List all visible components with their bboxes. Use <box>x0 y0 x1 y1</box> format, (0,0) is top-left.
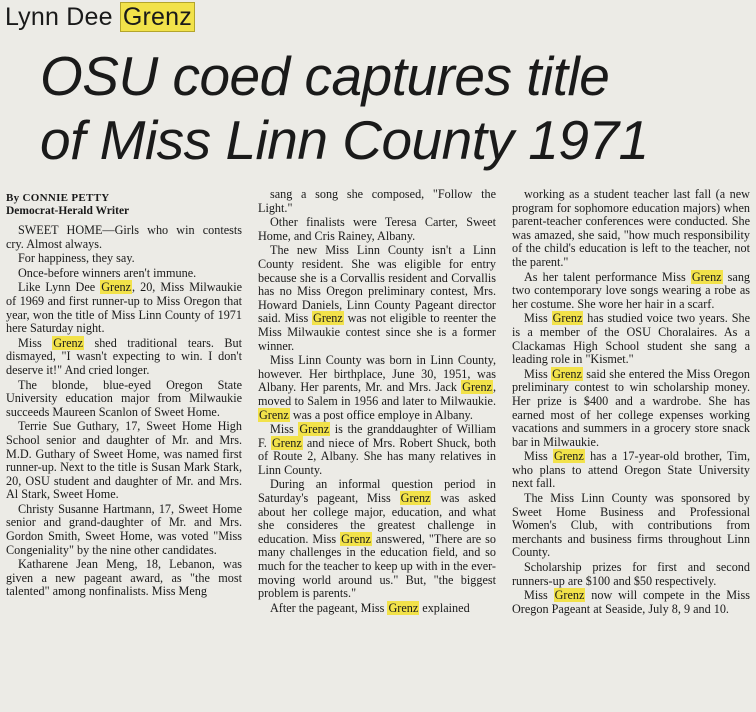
article-paragraph: Miss Grenz has a 17-year-old brother, Tim, who plans to attend Oregon State University next fall. <box>512 449 750 491</box>
headline <box>40 44 750 172</box>
headline-line-2: of Miss Linn County 1971 <box>40 109 649 171</box>
article-paragraph: After the pageant, Miss Grenz explained <box>270 600 470 615</box>
column-1-paragraphs <box>6 224 242 599</box>
article-paragraph: Miss Grenz has studied voice two years. She is a member of the OSU Choralaires. As a Clackamas High School student she sang a leading role in "Kismet." <box>512 311 750 367</box>
article-paragraph: Christy Susanne Hartmann, 17, Sweet Home senior and grand-daughter of Mr. and Mrs. Gordon Smith, Sweet Home, was voted "Miss Congeniality" by the nine other candidates. <box>6 501 242 557</box>
kicker-text: Lynn Dee <box>5 3 113 31</box>
article-paragraph: The Miss Linn County was sponsored by Sweet Home Business and Professional Women's Club, with contributions from merchants and business firms throughout Linn County. <box>512 491 750 560</box>
article-column-3 <box>512 188 750 708</box>
article-paragraph: Like Lynn Dee Grenz, 20, Miss Milwaukie of 1969 and first runner-up to Miss Oregon that year, won the title of Miss Linn County of 1971 here Saturday night. <box>6 280 242 336</box>
highlighted-name: Grenz <box>552 311 583 326</box>
highlighted-name: Grenz <box>341 531 371 546</box>
article-paragraph: The new Miss Linn County isn't a Linn County resident. She was eligible for entry because she is a Corvallis resident and Corvallis has no Miss Oregon preliminary contest, Mrs. Howard Daniels, Linn County Pageant director said. Miss Grenz was not eligible to reenter the Miss Milwaukie contest since she is a former winner. <box>258 243 496 353</box>
article-paragraph: Terrie Sue Guthary, 17, Sweet Home High School senior and daughter of Mr. and Mrs. M.D. Guthary of Sweet Home, was named first runner-up. Next to the title is Susan Mark Stark, 20, OSU student and daughter of Mr. and Mrs. Al Stark, Sweet Home. <box>6 419 242 502</box>
highlighted-name: Grenz <box>554 588 585 603</box>
article-paragraph: sang a song she composed, "Follow the Light." <box>258 188 496 215</box>
highlighted-name: Grenz <box>691 269 722 284</box>
article-paragraph: Scholarship prizes for first and second runners-up are $100 and $50 respectively. <box>512 560 750 588</box>
byline-desk: Democrat-Herald Writer <box>6 205 130 217</box>
highlighted-name: Grenz <box>299 422 330 437</box>
article-paragraph: Miss Grenz now will compete in the Miss Oregon Pageant at Seaside, July 8, 9 and 10. <box>512 588 750 616</box>
article-column-2 <box>258 188 496 708</box>
article-paragraph: Miss Grenz said she entered the Miss Oregon preliminary contest to win scholarship money. Her prize is $400 and a wardrobe. She has earned most of her college expenses working vacations and summers in a grocery store snack bar in Milwaukie. <box>512 366 750 449</box>
kicker-highlight: Grenz <box>120 2 195 32</box>
highlighted-name: Grenz <box>554 449 584 464</box>
byline-author: By CONNIE PETTY <box>6 192 110 204</box>
highlighted-name: Grenz <box>552 366 582 381</box>
article-paragraph: The blonde, blue-eyed Oregon State University education major from Milwaukie succeeds Maureen Scanlon of Sweet Home. <box>6 377 242 419</box>
highlighted-name: Grenz <box>462 380 492 395</box>
byline <box>6 192 242 218</box>
headline-line-1: OSU coed captures title <box>40 45 610 107</box>
article-paragraph: For happiness, they say. <box>18 251 135 266</box>
column-2-paragraphs <box>258 188 496 615</box>
highlighted-name: Grenz <box>101 280 131 295</box>
article-paragraph: Miss Grenz is the granddaughter of William F. Grenz and niece of Mrs. Robert Shuck, both of Route 2, Albany. She has many relatives in Linn County. <box>258 422 496 477</box>
highlighted-name: Grenz <box>53 335 83 350</box>
article-column-1 <box>6 188 242 708</box>
article-paragraph: During an informal question period in Saturday's pageant, Miss Grenz was asked about her college major, education, and what she consideres the greatest challenge in education. Miss Grenz answered, "There are so many challenges in the education field, and so much for the teacher to keep up with in the ever-moving world around us." But, "the biggest problem is parents." <box>258 477 496 601</box>
highlighted-name: Grenz <box>388 600 419 615</box>
column-3-paragraphs <box>512 188 750 616</box>
kicker-name <box>5 2 195 32</box>
article-paragraph: working as a student teacher last fall (a new program for sophomore education majors) when parent-teacher conferences were conducted. She was amazed, she said, "how much responsibility of the child's education is left to the teacher, not the parent." <box>512 188 750 269</box>
highlighted-name: Grenz <box>400 491 431 506</box>
article-paragraph: As her talent performance Miss Grenz sang two contemporary love songs wearing a robe as her costume. She wore her hair in a scarf. <box>512 269 750 311</box>
article-paragraph: Other finalists were Teresa Carter, Sweet Home, and Cris Rainey, Albany. <box>258 215 496 243</box>
article-paragraph: Katharene Jean Meng, 18, Lebanon, was given a new pageant award, as "the most talented" among nonfinalists. Miss Meng <box>6 557 242 599</box>
article-paragraph: Miss Grenz shed traditional tears. But dismayed, "I wasn't expecting to win. I don't deserve it!" And cried longer. <box>6 335 242 377</box>
article-paragraph: SWEET HOME—Girls who win contests cry. Almost always. <box>6 223 242 251</box>
highlighted-name: Grenz <box>313 311 343 326</box>
highlighted-name: Grenz <box>271 435 302 450</box>
article-body <box>6 188 750 708</box>
highlighted-name: Grenz <box>259 407 289 422</box>
article-paragraph: Miss Linn County was born in Linn County, however. Her birthplace, June 30, 1951, was Albany. Her parents, Mr. and Mrs. Jack Grenz, moved to Salem in 1956 and later to Milwaukie. Grenz was a post office employe in Albany. <box>258 353 496 422</box>
article-paragraph: Once-before winners aren't immune. <box>18 265 197 280</box>
